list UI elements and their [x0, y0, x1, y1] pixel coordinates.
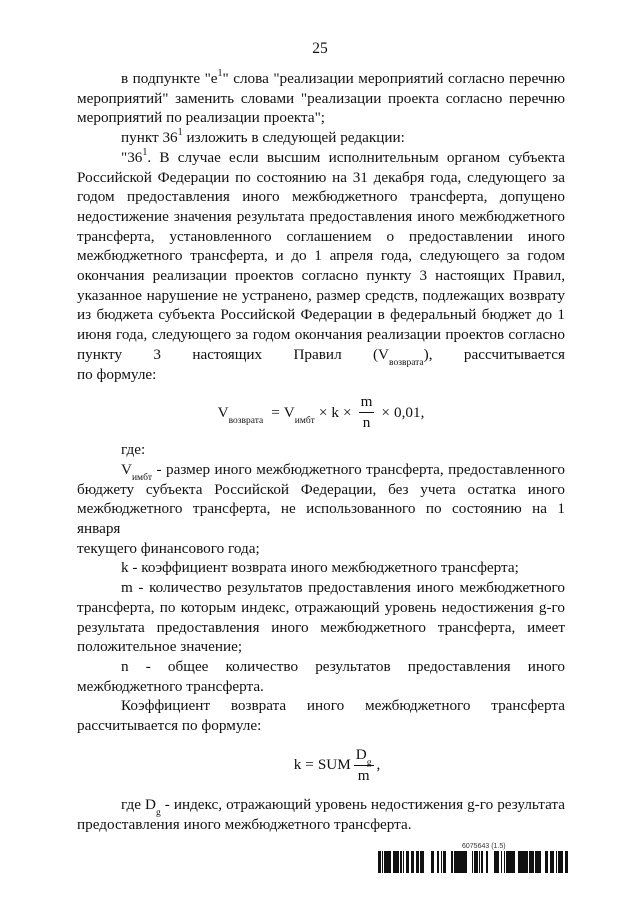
paragraph-amendment-subpoint: в подпункте "$е^1$" слова "реализации мероприятий согласно перечню [121, 67, 565, 87]
document-barcode-area [378, 843, 568, 873]
formula-fraction-d-over-m: $\frac{D_g}{m}$ [355, 745, 372, 784]
paragraph-point-36-body: Российской Федерации по состоянию на 31 декабря года, следующего за годом предоставления иного межбюджетного трансферта, допущено недостижение значения результата предоставления иного межбюджетного трансферта, установленного соглашением о предоставлении иного межбюджетного трансферта, и до 1 апреля года, следующего за годом окончания реализации проектов согласно пункту 3 настоящих Правил, указанное нарушение не устранено, размер средств, подлежащих возврату из бюджета субъекта Российской Федерации в федеральный бюджет до 1 июня года, следующего за годом окончания реализации проектов согласно пункту 3 настоящих Правил $(V_{возврата})$, рассчитывается [77, 168, 565, 368]
page-number: 25 [312, 40, 328, 57]
definition-k: k - коэффициент возврата иного межбюджетного трансферта; [121, 559, 519, 577]
formula-coefficient: k = SUM $\frac{D_g}{m}$ , [293, 745, 381, 784]
definition-m-last: положительное значение; [77, 638, 243, 656]
document-body [77, 69, 565, 834]
paragraph-coefficient-last: рассчитывается по формуле: [77, 717, 262, 735]
formula-fraction-m-over-n: $\frac{m}{n}$ [360, 393, 373, 432]
definition-v-imbt-last: текущего финансового года; [77, 539, 260, 557]
formula-transfer-volume: $V_{имбт}$ [283, 403, 315, 426]
barcode-icon [378, 851, 568, 873]
definition-n-last: межбюджетного трансферта. [77, 677, 264, 695]
definition-dg: где $D_g$ - индекс, отражающий уровень недостижения g-го результата [121, 795, 565, 818]
definition-v-imbt-body: бюджету субъекта Российской Федерации, без учета остатка иного межбюджетного трансферта, не использованного по состоянию на 1 января [77, 480, 565, 538]
paragraph-amendment-subpoint-line3: мероприятий по реализации проекта"; [77, 109, 326, 127]
definition-dg-last: предоставления иного межбюджетного трансферта. [77, 815, 412, 833]
paragraph-coefficient: Коэффициент возврата иного межбюджетного трансферта [121, 697, 565, 715]
paragraph-point-36-last-line: по формуле: [77, 365, 157, 383]
document-code: 6075643 (1.5) [462, 843, 506, 850]
paragraph-point-36-first-line: "$36^1$. В случае если высшим исполнительным органом субъекта [121, 146, 565, 166]
definition-m: m - количество результатов предоставления иного межбюджетного [121, 579, 565, 597]
paragraph-point-36-intro: пункт $36^1$ изложить в следующей редакции: [121, 127, 405, 147]
definition-v-imbt: $V_{имбт}$ - размер иного межбюджетного трансферта, предоставленного [121, 460, 565, 483]
formula-refund-amount: $V_{возврата}$ = $V_{имбт}$ × k × $\frac{m}{n}$ × 0,01, [217, 393, 425, 432]
paragraph-amendment-subpoint-line2: мероприятий" заменить словами "реализации проекта согласно перечню [77, 89, 565, 107]
paragraph-where: где: [121, 441, 146, 459]
definition-n: n - общее количество результатов предоставления иного [121, 657, 565, 675]
formula-lhs: $V_{возврата}$ [217, 403, 264, 426]
definition-m-body: трансферта, по которым индекс, отражающий уровень недостижения g-го результата предоставления иного межбюджетного трансферта, имеет [77, 598, 565, 636]
